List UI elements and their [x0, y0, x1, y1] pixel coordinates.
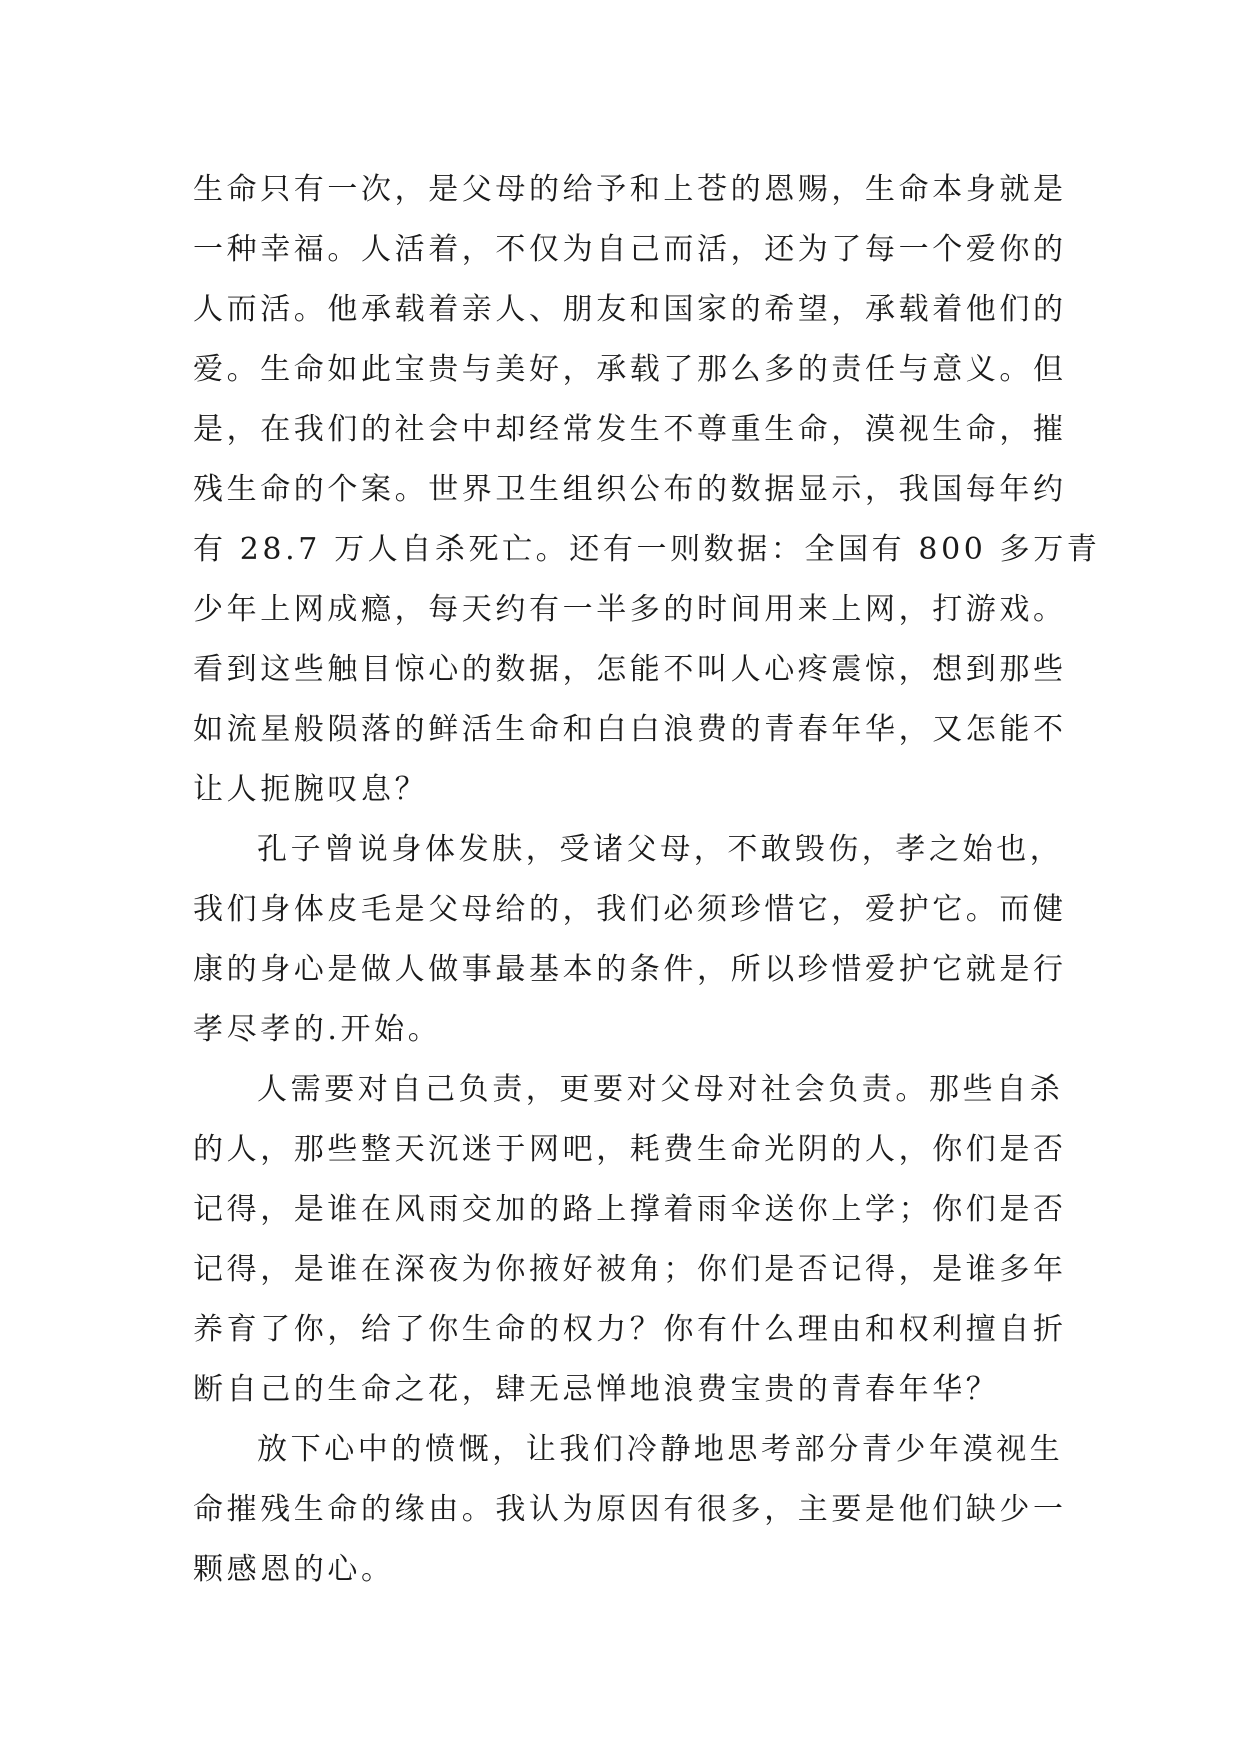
text-line: 少年上网成瘾，每天约有一半多的时间用来上网，打游戏。: [193, 592, 1067, 627]
text-line: 断自己的生命之花，肆无忌惮地浪费宝贵的青春年华？: [193, 1372, 1000, 1407]
text-line: 记得，是谁在深夜为你掖好被角；你们是否记得，是谁多年: [193, 1252, 1067, 1287]
text-line: 颗感恩的心。: [193, 1552, 395, 1587]
text-line: 孝尽孝的.开始。: [193, 1012, 442, 1047]
text-line: 让人扼腕叹息？: [193, 772, 429, 807]
paragraph-first-line: 孔子曾说身体发肤，受诸父母，不敢毁伤，孝之始也，: [257, 832, 1064, 867]
text-line: 残生命的个案。世界卫生组织公布的数据显示，我国每年约: [193, 472, 1067, 507]
paragraph-first-line: 放下心中的愤慨，让我们冷静地思考部分青少年漠视生: [257, 1432, 1064, 1467]
text-line: 一种幸福。人活着，不仅为自己而活，还为了每一个爱你的: [193, 232, 1067, 267]
text-line: 如流星般陨落的鲜活生命和白白浪费的青春年华，又怎能不: [193, 712, 1067, 747]
text-line: 爱。生命如此宝贵与美好，承载了那么多的责任与意义。但: [193, 352, 1067, 387]
text-line: 记得，是谁在风雨交加的路上撑着雨伞送你上学；你们是否: [193, 1192, 1067, 1227]
text-line: 的人，那些整天沉迷于网吧，耗费生命光阴的人，你们是否: [193, 1132, 1067, 1167]
text-line: 看到这些触目惊心的数据，怎能不叫人心疼震惊，想到那些: [193, 652, 1067, 687]
text-line: 养育了你，给了你生命的权力？你有什么理由和权利擅自折: [193, 1312, 1067, 1347]
text-line: 人而活。他承载着亲人、朋友和国家的希望，承载着他们的: [193, 292, 1067, 327]
paragraph-first-line: 人需要对自己负责，更要对父母对社会负责。那些自杀: [257, 1072, 1064, 1107]
text-line: 是，在我们的社会中却经常发生不尊重生命，漠视生命，摧: [193, 412, 1067, 447]
document-body: [193, 160, 1101, 1600]
text-line: 有 28.7 万人自杀死亡。还有一则数据：全国有 800 多万青: [193, 532, 1101, 567]
text-line: 康的身心是做人做事最基本的条件，所以珍惜爱护它就是行: [193, 952, 1067, 987]
text-line: 生命只有一次，是父母的给予和上苍的恩赐，生命本身就是: [193, 172, 1067, 207]
text-line: 命摧残生命的缘由。我认为原因有很多，主要是他们缺少一: [193, 1492, 1067, 1527]
text-line: 我们身体皮毛是父母给的，我们必须珍惜它，爱护它。而健: [193, 892, 1067, 927]
